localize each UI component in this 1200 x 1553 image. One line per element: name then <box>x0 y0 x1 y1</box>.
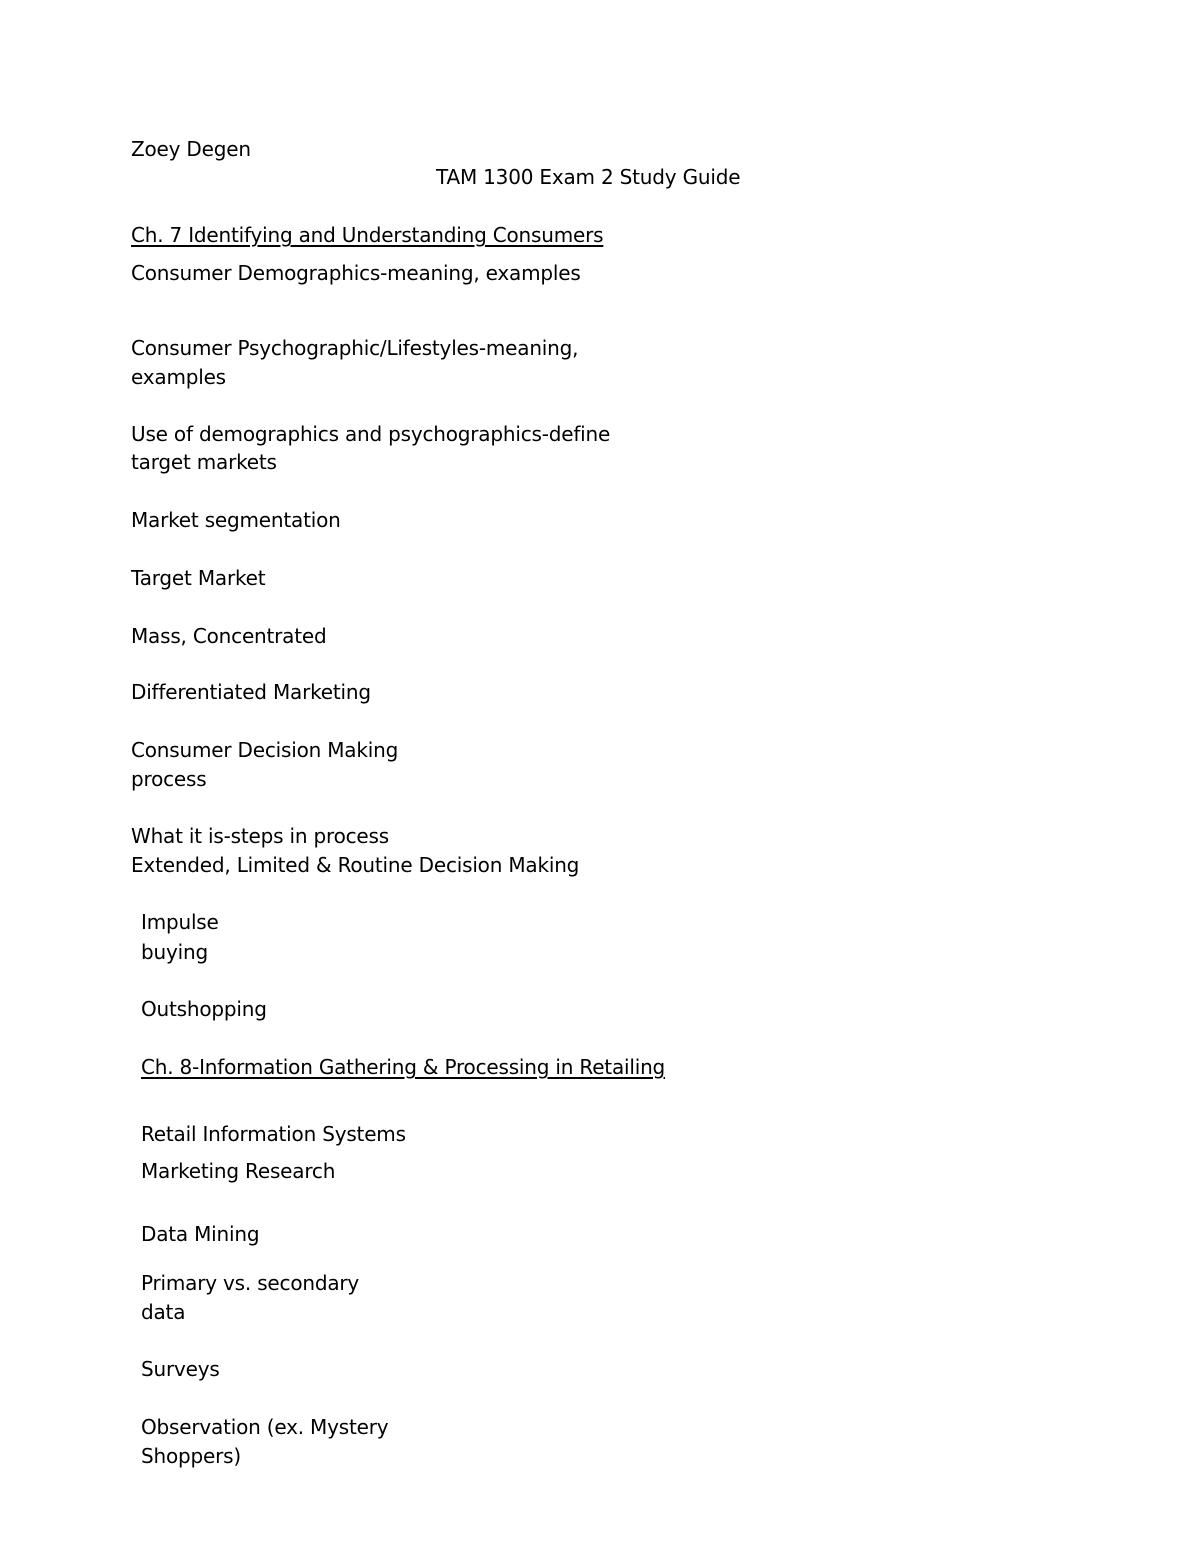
list-item: Primary vs. secondary <box>141 1271 360 1295</box>
section-heading-ch8: Ch. 8-Information Gathering & Processing in Retailing <box>141 1055 666 1079</box>
list-item: Use of demographics and psychographics-define <box>131 422 611 446</box>
list-item: Data Mining <box>141 1222 260 1246</box>
list-item: Surveys <box>141 1357 220 1381</box>
section-heading-ch7: Ch. 7 Identifying and Understanding Consumers <box>131 223 604 247</box>
list-item: Observation (ex. Mystery <box>141 1415 389 1439</box>
list-item: Consumer Demographics-meaning, examples <box>131 261 581 285</box>
list-item: data <box>141 1300 186 1324</box>
list-item: Extended, Limited & Routine Decision Making <box>131 853 580 877</box>
author-name: Zoey Degen <box>131 137 251 161</box>
list-item: Retail Information Systems <box>141 1122 406 1146</box>
list-item: Marketing Research <box>141 1159 336 1183</box>
list-item: Consumer Psychographic/Lifestyles-meaning, <box>131 336 579 360</box>
list-item: What it is-steps in process <box>131 824 389 848</box>
list-item: Target Market <box>131 566 266 590</box>
list-item: Differentiated Marketing <box>131 680 371 704</box>
list-item: Consumer Decision Making <box>131 738 399 762</box>
list-item: Outshopping <box>141 997 267 1021</box>
list-item: Mass, Concentrated <box>131 624 327 648</box>
list-item: process <box>131 767 207 791</box>
list-item: buying <box>141 940 208 964</box>
list-item: Shoppers) <box>141 1444 241 1468</box>
list-item: examples <box>131 365 226 389</box>
list-item: Market segmentation <box>131 508 341 532</box>
document-title: TAM 1300 Exam 2 Study Guide <box>436 165 741 189</box>
list-item: Impulse <box>141 910 219 934</box>
list-item: target markets <box>131 450 277 474</box>
